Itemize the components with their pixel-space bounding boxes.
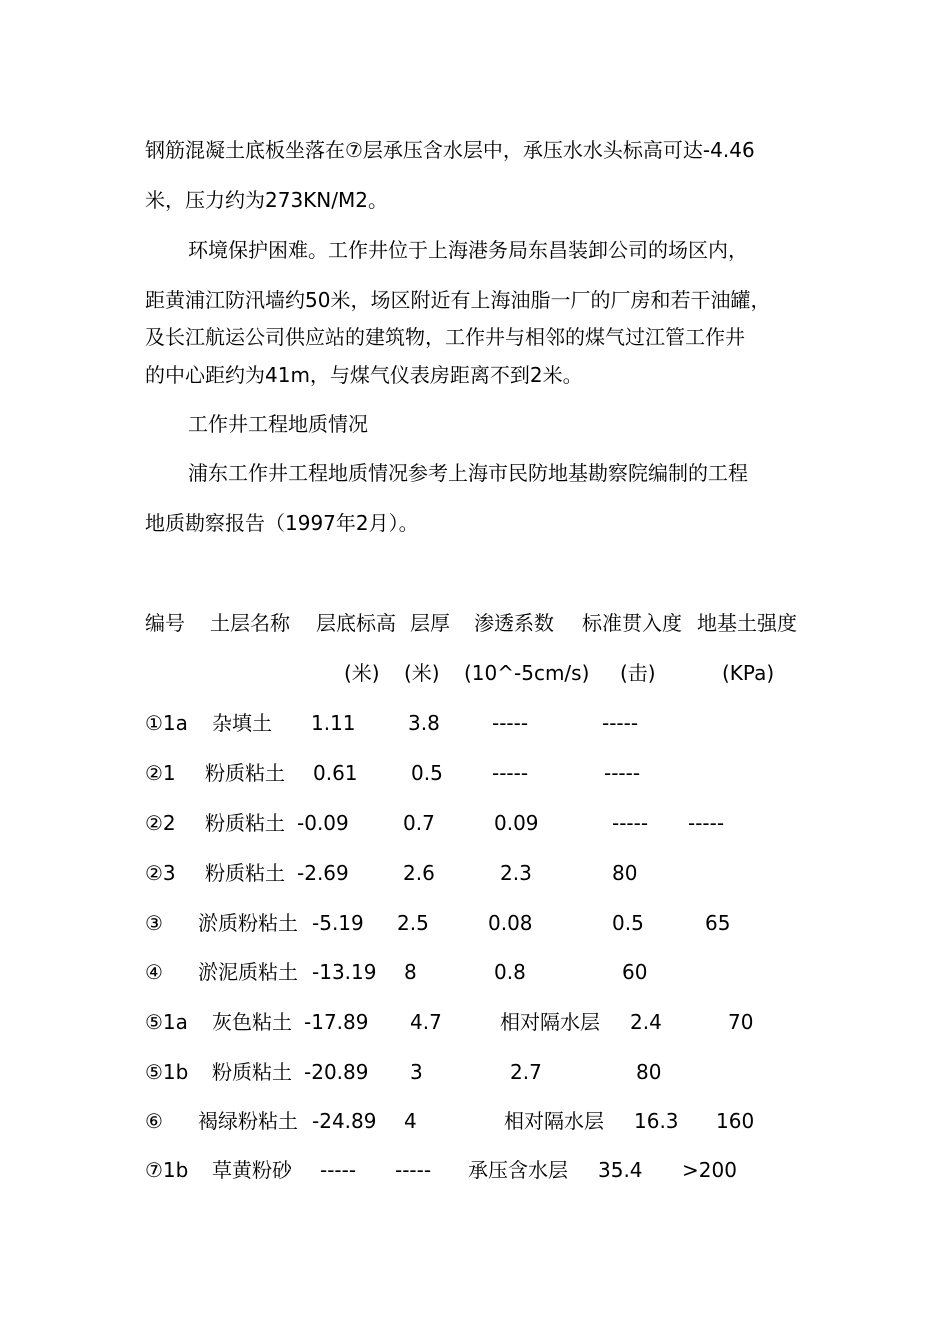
unit-cell: (米) — [344, 661, 380, 685]
table-cell: 粉质粘土 — [205, 761, 285, 785]
header-cell: 地基土强度 — [697, 611, 797, 635]
paragraph-line: 米，压力约为273KN/M2。 — [145, 188, 388, 212]
paragraph-line: 的中心距约为41m，与煤气仪表房距离不到2米。 — [145, 363, 583, 387]
paragraph-line: 距黄浦江防汛墙约50米，场区附近有上海油脂一厂的厂房和若干油罐， — [145, 288, 771, 312]
table-cell: 2.6 — [403, 861, 435, 885]
table-cell: ②3 — [145, 861, 176, 885]
table-cell: 相对隔水层 — [504, 1109, 604, 1133]
header-cell: 层厚 — [410, 611, 450, 635]
header-cell: 标准贯入度 — [582, 611, 682, 635]
table-cell: 80 — [636, 1060, 662, 1084]
header-cell: 层底标高 — [316, 611, 396, 635]
table-cell: -24.89 — [312, 1109, 377, 1133]
table-cell: 0.5 — [612, 911, 644, 935]
table-cell: 4.7 — [410, 1010, 442, 1034]
unit-cell: (10^-5cm/s) — [464, 661, 590, 685]
table-cell: ----- — [602, 711, 639, 735]
table-cell: 60 — [622, 960, 648, 984]
header-cell: 编号 — [145, 611, 185, 635]
paragraph-line: 地质勘察报告（1997年2月）。 — [145, 511, 419, 535]
table-cell: 0.09 — [494, 811, 539, 835]
table-cell: 草黄粉砂 — [212, 1158, 292, 1182]
table-cell: -17.89 — [304, 1010, 369, 1034]
table-cell: -5.19 — [312, 911, 364, 935]
table-cell: 16.3 — [634, 1109, 679, 1133]
table-cell: 2.4 — [630, 1010, 662, 1034]
unit-cell: (米) — [404, 661, 440, 685]
section-heading: 工作井工程地质情况 — [188, 412, 368, 436]
table-cell: 承压含水层 — [468, 1158, 568, 1182]
table-cell: 褐绿粉粘土 — [198, 1109, 298, 1133]
table-cell: ----- — [395, 1158, 432, 1182]
table-cell: 0.8 — [494, 960, 526, 984]
table-cell: 70 — [728, 1010, 754, 1034]
table-cell: 粉质粘土 — [212, 1060, 292, 1084]
table-cell: ④ — [145, 960, 163, 984]
table-cell: -20.89 — [304, 1060, 369, 1084]
table-cell: 0.61 — [313, 761, 358, 785]
table-cell: ----- — [604, 761, 641, 785]
table-cell: 4 — [404, 1109, 417, 1133]
table-cell: -0.09 — [297, 811, 349, 835]
table-cell: 灰色粘土 — [212, 1010, 292, 1034]
table-cell: ----- — [492, 761, 529, 785]
table-cell: 1.11 — [311, 711, 356, 735]
table-cell: 160 — [716, 1109, 755, 1133]
table-cell: ----- — [320, 1158, 357, 1182]
table-cell: ③ — [145, 911, 163, 935]
table-cell: 粉质粘土 — [205, 811, 285, 835]
table-cell: -2.69 — [297, 861, 349, 885]
table-cell: 80 — [612, 861, 638, 885]
table-cell: 2.5 — [397, 911, 429, 935]
unit-cell: (击) — [620, 661, 656, 685]
table-cell: 0.08 — [488, 911, 533, 935]
table-cell: 35.4 — [598, 1158, 643, 1182]
table-cell: -13.19 — [312, 960, 377, 984]
table-cell: ⑤1b — [145, 1060, 189, 1084]
table-cell: 0.7 — [403, 811, 435, 835]
table-cell: 0.5 — [411, 761, 443, 785]
table-cell: 3.8 — [408, 711, 440, 735]
table-cell: ----- — [688, 811, 725, 835]
paragraph-line: 及长江航运公司供应站的建筑物，工作井与相邻的煤气过江管工作井 — [145, 325, 745, 349]
table-cell: 淤泥质粘土 — [198, 960, 298, 984]
table-cell: 65 — [705, 911, 731, 935]
paragraph-line: 钢筋混凝土底板坐落在⑦层承压含水层中，承压水水头标高可达-4.46 — [145, 138, 755, 162]
table-cell: ①1a — [145, 711, 188, 735]
table-cell: ----- — [612, 811, 649, 835]
table-cell: ⑥ — [145, 1109, 163, 1133]
table-cell: ②2 — [145, 811, 176, 835]
paragraph-line: 环境保护困难。工作井位于上海港务局东昌装卸公司的场区内， — [188, 238, 748, 262]
table-cell: >200 — [682, 1158, 737, 1182]
table-cell: 杂填土 — [212, 711, 272, 735]
table-cell: 2.3 — [500, 861, 532, 885]
header-cell: 土层名称 — [210, 611, 290, 635]
table-cell: ②1 — [145, 761, 176, 785]
paragraph-line: 浦东工作井工程地质情况参考上海市民防地基勘察院编制的工程 — [188, 461, 748, 485]
table-cell: 淤质粉粘土 — [198, 911, 298, 935]
table-cell: 8 — [404, 960, 417, 984]
table-cell: 相对隔水层 — [500, 1010, 600, 1034]
header-cell: 渗透系数 — [474, 611, 554, 635]
unit-cell: (KPa) — [722, 661, 775, 685]
table-cell: ⑦1b — [145, 1158, 189, 1182]
table-cell: 粉质粘土 — [205, 861, 285, 885]
table-cell: 3 — [410, 1060, 423, 1084]
table-cell: 2.7 — [510, 1060, 542, 1084]
table-cell: ⑤1a — [145, 1010, 188, 1034]
table-cell: ----- — [492, 711, 529, 735]
